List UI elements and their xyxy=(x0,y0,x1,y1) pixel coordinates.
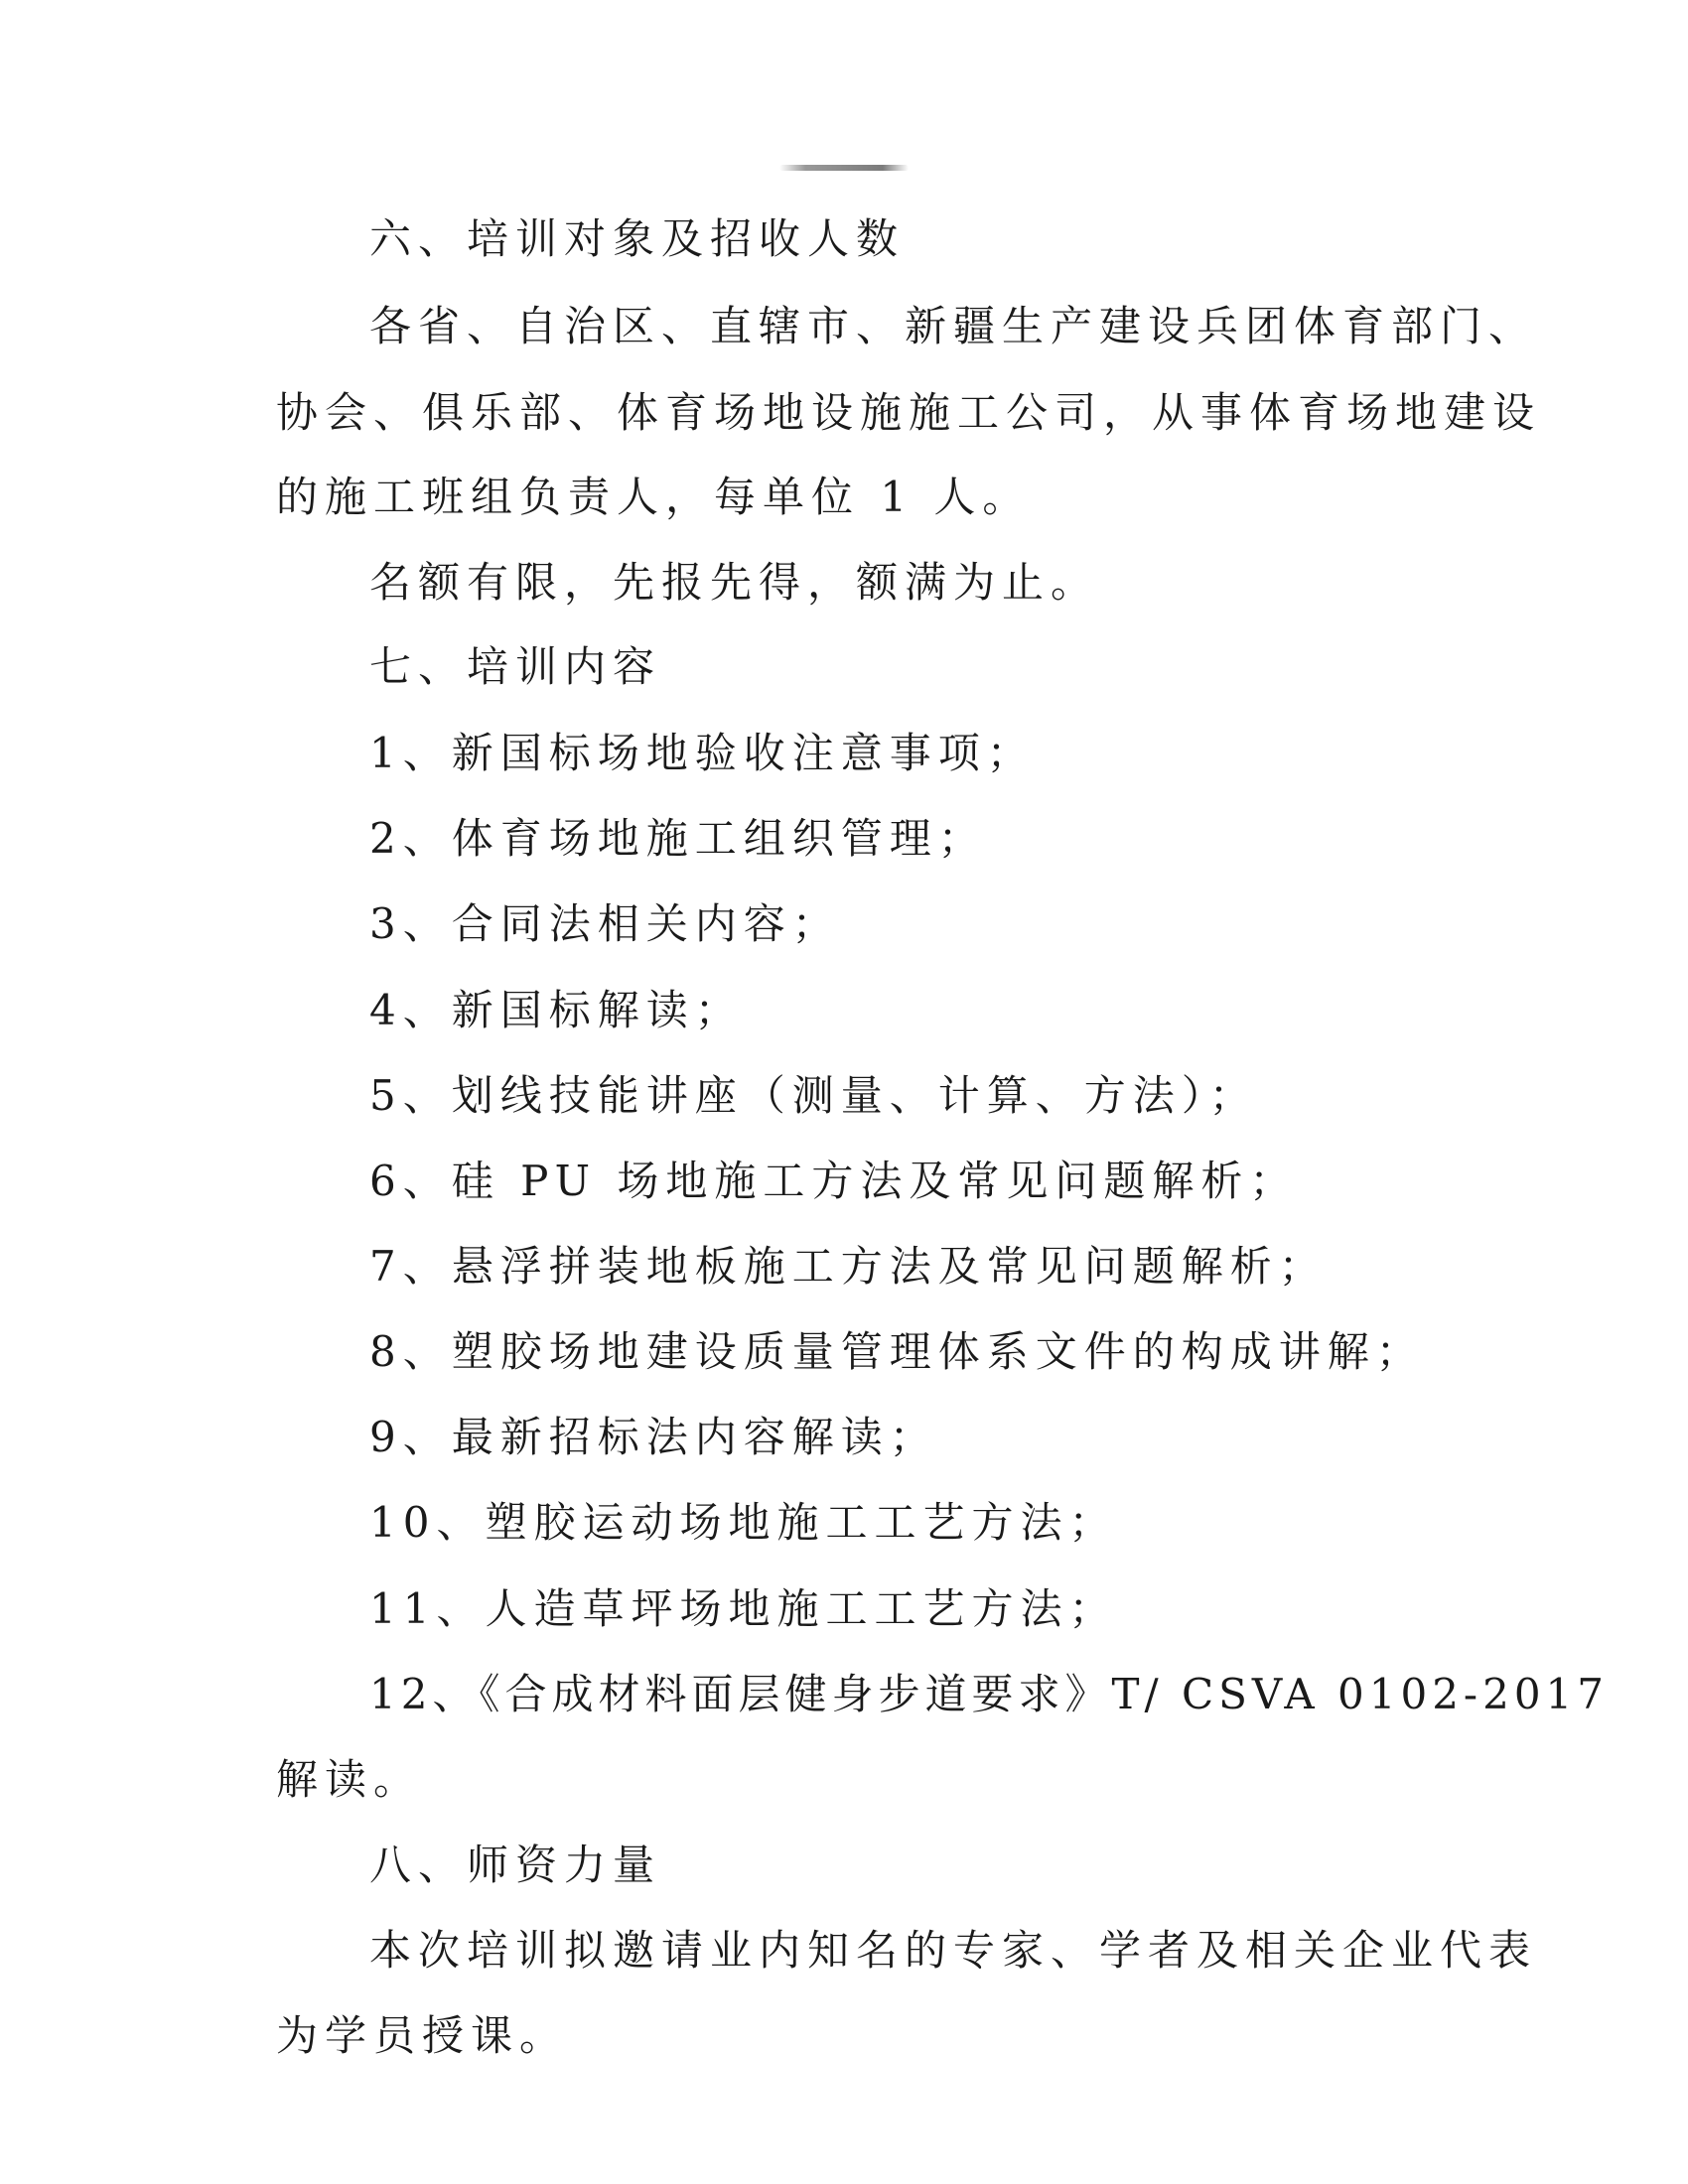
list-item: 8、塑胶场地建设质量管理体系文件的构成讲解； xyxy=(369,1327,1425,1376)
section-eight-heading: 八、师资力量 xyxy=(369,1841,662,1889)
section-six-para1-line3: 的施工班组负责人，每单位 1 人。 xyxy=(276,473,1032,521)
section-eight-para-line2: 为学员授课。 xyxy=(276,2011,569,2060)
scan-artifact-mark xyxy=(779,165,909,171)
list-item: 7、悬浮拼装地板施工方法及常见问题解析； xyxy=(369,1242,1328,1291)
list-item: 2、体育场地施工组织管理； xyxy=(369,814,987,863)
section-six-para2: 名额有限，先报先得，额满为止。 xyxy=(369,558,1100,607)
list-item-continuation: 解读。 xyxy=(276,1755,423,1804)
list-item: 3、合同法相关内容； xyxy=(369,899,841,948)
section-seven-heading: 七、培训内容 xyxy=(369,642,662,691)
list-item: 10、塑胶运动场地施工工艺方法； xyxy=(369,1498,1118,1547)
section-eight-para-line1: 本次培训拟邀请业内知名的专家、学者及相关企业代表 xyxy=(369,1926,1538,1975)
list-item: 1、新国标场地验收注意事项； xyxy=(369,729,1036,777)
section-six-heading: 六、培训对象及招收人数 xyxy=(369,214,906,263)
list-item: 4、新国标解读； xyxy=(369,986,744,1034)
list-item: 11、人造草坪场地施工工艺方法； xyxy=(369,1584,1118,1633)
section-six-para1-line2: 协会、俱乐部、体育场地设施施工公司，从事体育场地建设 xyxy=(276,388,1542,437)
list-item: 6、硅 PU 场地施工方法及常见问题解析； xyxy=(369,1157,1299,1205)
list-item: 5、划线技能讲座（测量、计算、方法）； xyxy=(369,1071,1258,1120)
list-item: 9、最新招标法内容解读； xyxy=(369,1413,938,1461)
section-six-para1-line1: 各省、自治区、直辖市、新疆生产建设兵团体育部门、 xyxy=(369,302,1538,350)
list-item: 12、《合成材料面层健身步道要求》T/ CSVA 0102-2017 xyxy=(369,1670,1609,1718)
